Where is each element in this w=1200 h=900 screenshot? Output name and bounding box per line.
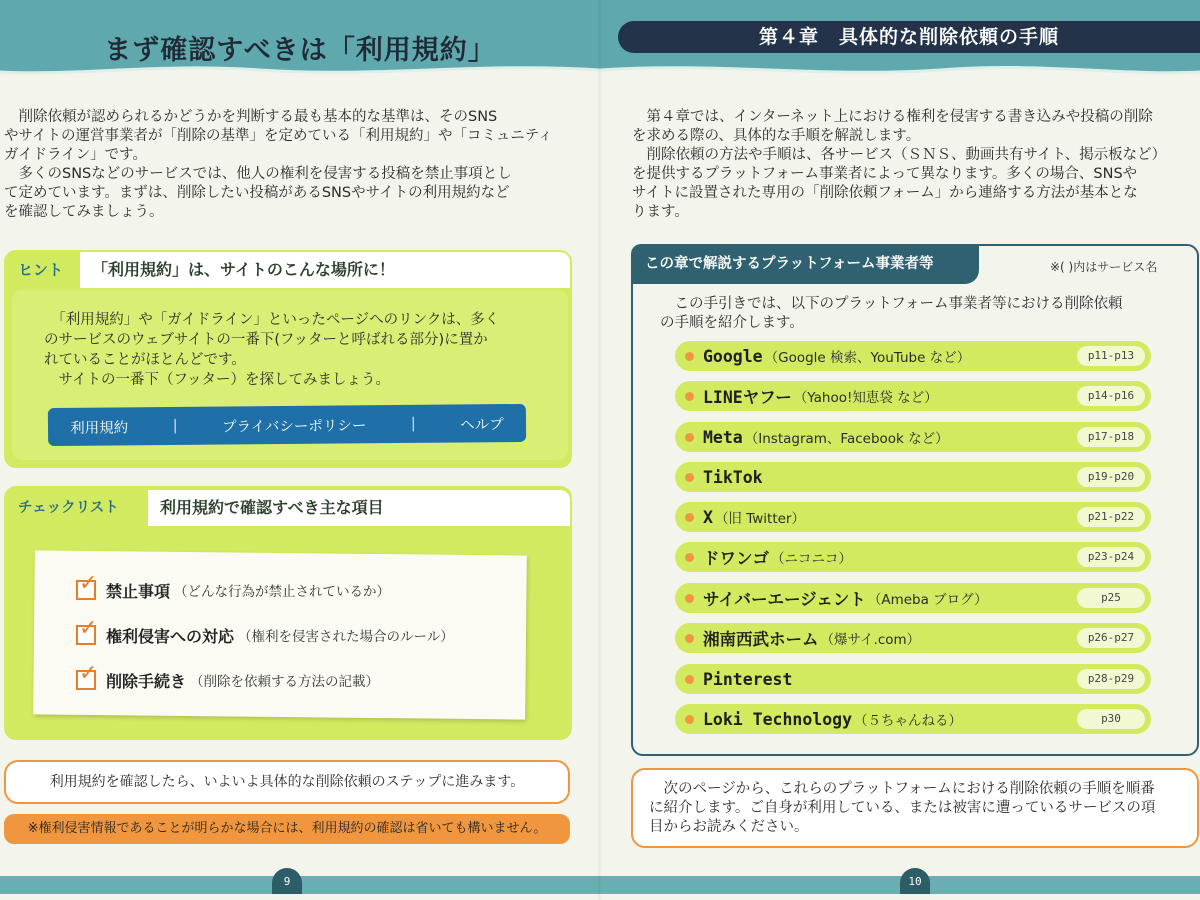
page-range: p17-p18: [1077, 427, 1145, 447]
page-range: p14-p16: [1077, 386, 1145, 406]
platform-item-lineyahoo[interactable]: [675, 381, 1151, 411]
intro-line: 削除依頼が認められるかどうかを判断する最も基本的な基準は、そのSNS: [4, 109, 498, 125]
checklist-item: [76, 571, 391, 605]
checklist-item-desc: （削除を依頼する方法の記載）: [190, 674, 380, 690]
platform-services: （Ameba ブログ）: [867, 592, 988, 608]
intro-line: 第４章では、インターネット上における権利を侵害する書き込みや投稿の削除: [632, 109, 1153, 125]
next-step-text: 利用規約を確認したら、いよいよ具体的な削除依頼のステップに進みます。: [49, 774, 525, 790]
platform-item-loki-technology[interactable]: [675, 704, 1151, 734]
platform-name: 湘南西武ホーム: [703, 630, 819, 649]
platform-services: （Google 検索、YouTube など）: [764, 350, 971, 366]
hint-line: 「利用規約」や「ガイドライン」といったページへのリンクは、多く: [44, 312, 500, 328]
page-range: p25: [1077, 588, 1145, 608]
separator: |: [410, 415, 416, 432]
bullet-icon: [685, 634, 694, 643]
page-range: p28-p29: [1077, 669, 1145, 689]
checklist-item-title: 禁止事項: [106, 581, 171, 601]
platform-name: Google: [703, 346, 763, 366]
intro-line: 多くのSNSなどのサービスでは、他人の権利を侵害する投稿を禁止事項とし: [4, 166, 512, 182]
intro-line: を求める際の、具体的な手順を解説します。: [632, 128, 921, 144]
platform-item-google[interactable]: [675, 341, 1151, 371]
page-range: p23-p24: [1077, 547, 1145, 567]
bullet-icon: [685, 715, 694, 724]
closing-line: に紹介します。ご自身が利用している、または被害に遭っているサービスの項: [649, 800, 1156, 816]
checklist-item-title: 削除手続き: [106, 671, 187, 691]
book-gutter: [598, 0, 602, 900]
platform-item-dwango[interactable]: [675, 542, 1151, 572]
footer-link-terms[interactable]: 利用規約: [70, 419, 129, 437]
lead-line: この手引きでは、以下のプラットフォーム事業者等における削除依頼: [660, 296, 1123, 312]
footer-link-bar: [48, 404, 526, 446]
intro-line: やサイトの運営事業者が「削除の基準」を定めている「利用規約」や「コミュニティ: [4, 128, 553, 144]
platform-services: （Yahoo!知恵袋 など）: [793, 390, 938, 406]
platform-name: Meta: [703, 427, 743, 447]
hint-body: [44, 310, 554, 390]
checklist-title: 利用規約で確認すべき主な項目: [148, 490, 570, 526]
footnote-banner: ※権利侵害情報であることが明らかな場合には、利用規約の確認は省いても構いません。: [4, 814, 570, 844]
next-step-callout: [4, 760, 570, 804]
intro-line: サイトに設置された専用の「削除依頼フォーム」から連絡する方法が基本とな: [632, 185, 1138, 201]
platform-name: TikTok: [703, 467, 763, 487]
intro-paragraph: [4, 108, 594, 222]
platforms-note: ※( )内はサービス名: [1050, 260, 1158, 274]
separator: |: [172, 417, 178, 434]
platform-services: （Instagram、Facebook など）: [744, 431, 949, 447]
closing-line: 目からお読みください。: [649, 819, 809, 835]
platform-item-meta[interactable]: [675, 422, 1151, 452]
platform-services: （爆サイ.com）: [820, 632, 921, 648]
hint-label: ヒント: [18, 261, 64, 279]
intro-line: を提供するプラットフォーム事業者によって異なります。多くの場合、SNSや: [632, 166, 1138, 182]
checklist-item-desc: （どんな行為が禁止されているか）: [174, 584, 391, 600]
checkbox-checked-icon: ✓: [76, 580, 96, 600]
hint-title: 「利用規約」は、サイトのこんな場所に！: [80, 252, 570, 288]
platform-item-tiktok[interactable]: [675, 462, 1151, 492]
page-range: p11-p13: [1077, 346, 1145, 366]
intro-line: を確認してみましょう。: [4, 204, 164, 220]
page-range: p19-p20: [1077, 467, 1145, 487]
platform-item-x[interactable]: [675, 502, 1151, 532]
platform-services: （ニコニコ）: [771, 551, 852, 567]
platform-name: LINEヤフー: [703, 388, 792, 407]
closing-text: [649, 780, 1189, 837]
platform-item-cyberagent[interactable]: [675, 583, 1151, 613]
checklist-item: [76, 661, 380, 695]
intro-line: 削除依頼の方法や手順は、各サービス（ＳＮＳ、動画共有サイト、掲示板など）: [632, 147, 1167, 163]
chapter-title: 第４章 具体的な削除依頼の手順: [618, 21, 1200, 53]
bullet-icon: [685, 513, 694, 522]
bullet-icon: [685, 553, 694, 562]
platform-services: （旧 Twitter）: [714, 511, 805, 527]
hint-line: れていることがほとんどです。: [44, 352, 246, 368]
platform-name: Pinterest: [703, 669, 793, 689]
platform-item-shonan-seibu-home[interactable]: [675, 623, 1151, 653]
checklist-label: チェックリスト: [18, 500, 119, 516]
checkbox-checked-icon: ✓: [76, 625, 96, 645]
bullet-icon: [685, 392, 694, 401]
chapter-intro: [632, 108, 1198, 222]
checkbox-checked-icon: ✓: [76, 670, 96, 690]
page-range: p30: [1077, 709, 1145, 729]
footer-link-privacy[interactable]: プライバシーポリシー: [222, 417, 367, 436]
platform-name: サイバーエージェント: [703, 590, 866, 609]
page-number: 9: [272, 868, 302, 894]
platform-name: X: [703, 507, 713, 527]
platform-name: Loki Technology: [703, 709, 853, 729]
platform-name: ドワンゴ: [703, 549, 769, 568]
bullet-icon: [685, 675, 694, 684]
intro-line: ります。: [632, 204, 689, 220]
platform-item-pinterest[interactable]: [675, 664, 1151, 694]
page-title: まず確認すべきは「利用規約」: [104, 35, 496, 66]
bullet-icon: [685, 594, 694, 603]
footer-link-help[interactable]: ヘルプ: [460, 416, 504, 433]
closing-callout: [631, 768, 1199, 848]
platforms-title: この章で解説するプラットフォーム事業者等: [631, 244, 979, 284]
checklist-item-desc: （権利を侵害された場合のルール）: [238, 629, 454, 645]
page-range: p26-p27: [1077, 628, 1145, 648]
intro-line: ガイドライン」です。: [4, 147, 147, 163]
page-number: 10: [900, 868, 930, 894]
hint-line: サイトの一番下（フッター）を探してみましょう。: [44, 372, 390, 388]
intro-line: て定めています。まずは、削除したい投稿があるSNSやサイトの利用規約など: [4, 185, 510, 201]
platform-services: （５ちゃんねる）: [854, 713, 963, 729]
checklist-item: [76, 616, 454, 650]
hint-line: のサービスのウェブサイトの一番下(フッターと呼ばれる部分)に置か: [44, 332, 488, 348]
bullet-icon: [685, 473, 694, 482]
checklist-item-title: 権利侵害への対応: [106, 626, 235, 646]
page-range: p21-p22: [1077, 507, 1145, 527]
lead-line: の手順を紹介します。: [660, 315, 804, 331]
bullet-icon: [685, 352, 694, 361]
closing-line: 次のページから、これらのプラットフォームにおける削除依頼の手順を順番: [649, 781, 1155, 797]
bullet-icon: [685, 433, 694, 442]
platforms-lead: [660, 295, 1190, 333]
